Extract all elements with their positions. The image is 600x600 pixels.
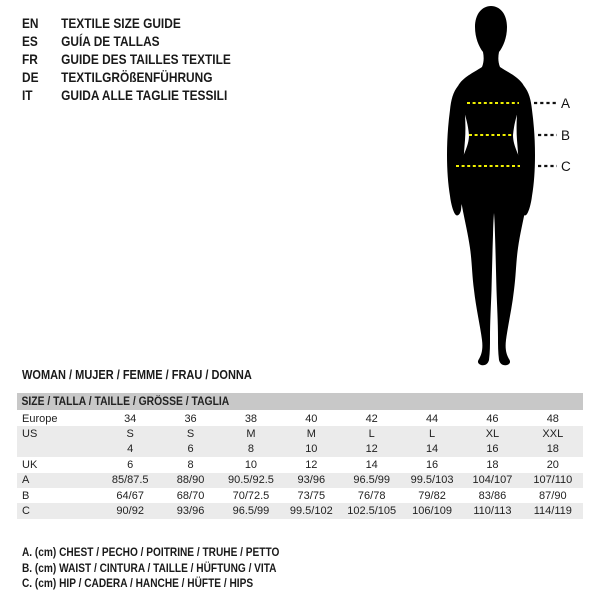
cell: 76/78 (357, 489, 386, 502)
table-row-us-letters (17, 426, 583, 441)
lang-row-it (22, 86, 231, 104)
cell: 46 (486, 412, 499, 425)
cell: 93/96 (176, 505, 205, 518)
cell: 20 (546, 458, 559, 471)
woman-silhouette-figure (420, 0, 600, 375)
cell: 14 (425, 443, 439, 456)
lang-code: DE (22, 69, 39, 85)
marker-label-b: B (561, 128, 571, 143)
silhouette-body (456, 6, 527, 365)
cell: 79/82 (418, 489, 446, 502)
cell: 12 (365, 443, 378, 456)
cell: 106/109 (412, 505, 452, 518)
cell: 73/75 (297, 489, 326, 502)
table-row-chest-a (17, 473, 583, 488)
lang-code: EN (22, 15, 39, 31)
cell: 93/96 (297, 474, 326, 487)
lang-label: GUIDA ALLE TAGLIE TESSILI (61, 87, 228, 103)
cell: 34 (124, 412, 137, 425)
cell: 4 (127, 443, 134, 456)
cell: M (246, 428, 256, 441)
cell: S (186, 428, 195, 441)
cell: M (306, 428, 316, 441)
row-label: US (22, 428, 38, 441)
cell: 18 (486, 458, 499, 471)
lang-label: TEXTILGRÖßENFÜHRUNG (61, 69, 213, 85)
lang-label: TEXTILE SIZE GUIDE (61, 15, 181, 31)
row-label: A (22, 474, 30, 487)
cell: 36 (184, 412, 197, 425)
cell: 90.5/92.5 (228, 474, 274, 487)
size-table-body (17, 411, 583, 519)
cell: 104/107 (472, 474, 513, 487)
cell: 40 (305, 412, 318, 425)
row-label: Europe (22, 412, 58, 425)
cell: 6 (127, 458, 134, 471)
cell: 110/113 (473, 505, 512, 518)
size-table-header-label: SIZE / TALLA / TAILLE / GRÖSSE / TAGLIA (21, 395, 230, 408)
lang-row-es (22, 32, 231, 50)
cell: XL (485, 428, 500, 441)
cell: 85/87.5 (111, 474, 149, 487)
cell: 107/110 (533, 474, 573, 487)
row-label: UK (22, 458, 38, 471)
cell: S (126, 428, 134, 441)
language-title-block (22, 14, 231, 104)
cell: 90/92 (116, 505, 144, 518)
cell: 99.5/103 (410, 474, 454, 487)
cell: 18 (546, 443, 559, 456)
table-row-us-numbers (17, 442, 583, 457)
legend-line-chest: A. (cm) CHEST / PECHO / POITRINE / TRUHE / PETTO (22, 547, 280, 559)
lang-label: GUÍA DE TALLAS (61, 33, 160, 49)
row-label: B (22, 489, 30, 502)
cell: 99.5/102 (289, 505, 333, 518)
woman-group-title: WOMAN / MUJER / FEMME / FRAU / DONNA (22, 368, 252, 382)
cell: 96.5/99 (353, 474, 391, 487)
lang-code: IT (22, 87, 33, 103)
table-row-hip-c (17, 503, 583, 518)
measurement-legend (22, 546, 279, 593)
cell: 6 (187, 443, 194, 456)
cell: 8 (247, 443, 254, 456)
row-label: C (22, 505, 30, 518)
cell: 83/86 (478, 489, 507, 502)
cell: 16 (425, 458, 439, 471)
cell: 10 (305, 443, 318, 456)
cell: 12 (305, 458, 318, 471)
marker-label-c: C (561, 159, 571, 174)
cell: 70/72.5 (232, 489, 270, 502)
lang-row-fr (22, 50, 231, 68)
cell: 14 (365, 458, 378, 471)
cell: 48 (546, 412, 559, 425)
lang-code: FR (22, 51, 38, 67)
size-table (17, 393, 583, 519)
cell: 10 (244, 458, 258, 471)
cell: 88/90 (176, 474, 205, 487)
cell: 42 (365, 412, 378, 425)
cell: 44 (425, 412, 439, 425)
lang-row-de (22, 68, 231, 86)
lang-row-en (22, 14, 231, 32)
legend-line-waist: B. (cm) WAIST / CINTURA / TAILLE / HÜFTUNG / VITA (22, 562, 277, 575)
table-row-uk (17, 457, 583, 472)
cell: L (429, 428, 436, 441)
table-row-waist-b (17, 488, 583, 503)
cell: 87/90 (539, 489, 567, 502)
cell: 64/67 (116, 489, 144, 502)
lang-code: ES (22, 33, 38, 49)
lang-label: GUIDE DES TAILLES TEXTILE (61, 51, 231, 67)
cell: 8 (187, 458, 194, 471)
size-table-header (17, 393, 583, 410)
cell: 38 (244, 412, 258, 425)
legend-line-hip: C. (cm) HIP / CADERA / HANCHE / HÜFTE / HIPS (22, 578, 254, 590)
cell: XXL (542, 428, 564, 441)
cell: 16 (486, 443, 499, 456)
cell: 102.5/105 (347, 505, 397, 518)
cell: L (368, 428, 375, 441)
cell: 68/70 (176, 489, 205, 502)
marker-label-a: A (561, 96, 571, 111)
table-row-europe (17, 411, 583, 426)
cell: 96.5/99 (232, 505, 270, 518)
cell: 114/119 (533, 505, 572, 518)
